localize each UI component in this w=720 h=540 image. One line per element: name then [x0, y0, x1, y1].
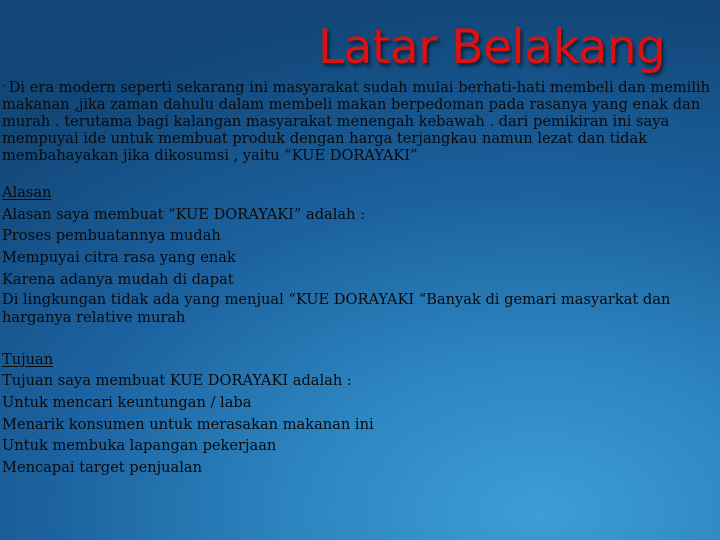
- tujuan-heading: Tujuan: [2, 350, 54, 368]
- alasan-heading: Alasan: [2, 184, 52, 201]
- slide-title: Latar Belakang: [318, 20, 666, 75]
- tujuan-item: Menarik konsumen untuk merasakan makanan ini: [2, 415, 374, 433]
- alasan-lead: Alasan saya membuat “KUE DORAYAKI” adalah :: [2, 205, 366, 223]
- tujuan-item: Untuk mencari keuntungan / laba: [2, 393, 252, 411]
- intro-paragraph: [0, 78, 718, 164]
- intro-text: Di era modern seperti sekarang ini masyarakat sudah mulai berhati-hati membeli dan memilih makanan ,jika zaman dahulu dalam membeli makan berpedoman pada rasanya yang enak dan murah . terutama bagi kalangan masyarakat menengah kebawah . dari pemikiran ini saya mempuyai ide untuk membuat produk dengan harga terjangkau namun lezat dan tidak membahayakan jika dikosumsi , yaitu “KUE DORAYAKI”: [2, 79, 711, 164]
- alasan-item: Mempuyai citra rasa yang enak: [2, 249, 236, 267]
- alasan-item: Proses pembuatannya mudah: [2, 227, 221, 245]
- tujuan-lead: Tujuan saya membuat KUE DORAYAKI adalah :: [2, 372, 352, 390]
- alasan-item: Karena adanya mudah di dapat: [2, 270, 234, 288]
- bullet-icon: •: [2, 82, 7, 91]
- tujuan-item: Mencapai target penjualan: [2, 459, 202, 477]
- tujuan-item: Untuk membuka lapangan pekerjaan: [2, 437, 277, 455]
- slide-body: [0, 78, 718, 479]
- alasan-item: Di lingkungan tidak ada yang menjual “KUE DORAYAKI “Banyak di gemari masyarkat dan harganya relative murah: [2, 290, 671, 326]
